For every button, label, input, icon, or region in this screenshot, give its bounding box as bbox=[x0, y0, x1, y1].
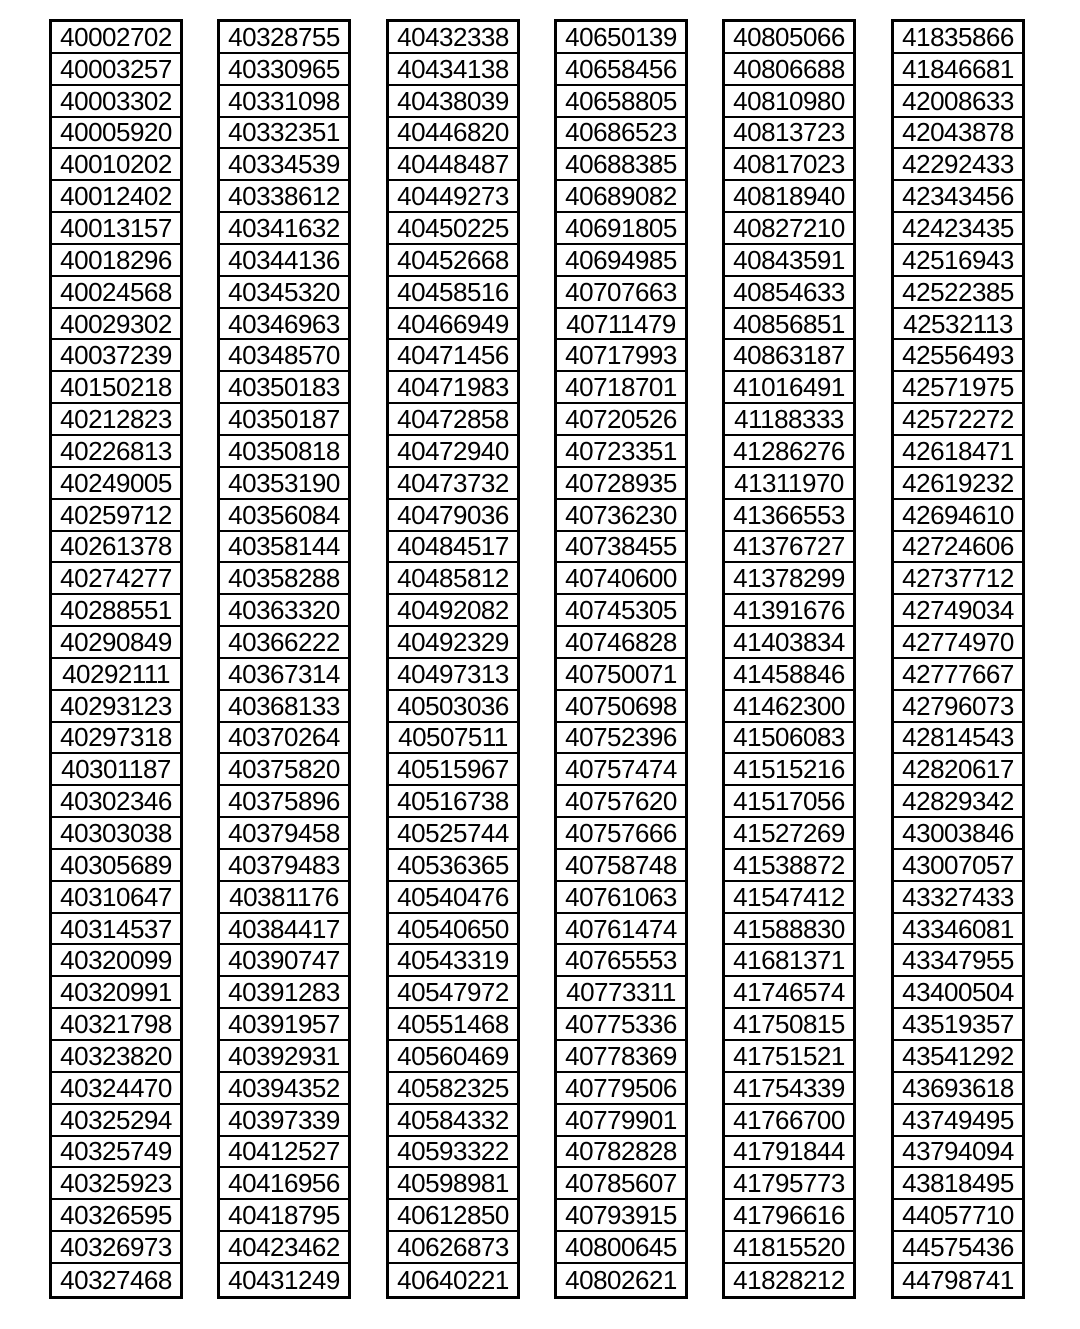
number-cell: 40326595 bbox=[52, 1200, 180, 1232]
number-cell: 40330965 bbox=[220, 54, 348, 86]
number-cell: 40431249 bbox=[228, 1264, 340, 1295]
number-cell: 40326973 bbox=[52, 1232, 180, 1264]
number-cell: 40293123 bbox=[52, 691, 180, 723]
number-cell: 40259712 bbox=[52, 500, 180, 532]
number-cell: 43818495 bbox=[894, 1168, 1022, 1200]
number-cell: 41378299 bbox=[725, 563, 853, 595]
number-cell: 40379458 bbox=[220, 818, 348, 850]
number-cell: 40689082 bbox=[557, 181, 685, 213]
number-cell: 40416956 bbox=[220, 1168, 348, 1200]
number-cell: 40249005 bbox=[52, 468, 180, 500]
number-cell: 40492082 bbox=[389, 595, 517, 627]
number-cell: 40723351 bbox=[557, 436, 685, 468]
number-cell: 40612850 bbox=[389, 1200, 517, 1232]
number-cell: 40344136 bbox=[220, 245, 348, 277]
number-cell: 40497313 bbox=[389, 659, 517, 691]
number-cell: 40543319 bbox=[389, 945, 517, 977]
number-cell: 40348570 bbox=[220, 340, 348, 372]
number-cell: 41403834 bbox=[725, 627, 853, 659]
number-cell: 42724606 bbox=[894, 532, 1022, 564]
number-cell: 41458846 bbox=[725, 659, 853, 691]
number-cell: 42343456 bbox=[894, 181, 1022, 213]
number-cell: 40434138 bbox=[389, 54, 517, 86]
number-cell: 40720526 bbox=[557, 404, 685, 436]
number-cell: 40391957 bbox=[220, 1009, 348, 1041]
number-cell: 41766700 bbox=[725, 1105, 853, 1137]
number-cell: 40366222 bbox=[220, 627, 348, 659]
number-cell: 40818940 bbox=[725, 181, 853, 213]
number-cell: 43541292 bbox=[894, 1041, 1022, 1073]
number-cell: 40301187 bbox=[52, 754, 180, 786]
number-cell: 40338612 bbox=[220, 181, 348, 213]
number-cell: 40525744 bbox=[389, 818, 517, 850]
number-column bbox=[49, 19, 183, 1299]
number-cell: 43794094 bbox=[894, 1137, 1022, 1169]
number-cell: 40350187 bbox=[220, 404, 348, 436]
number-cell: 40310647 bbox=[52, 882, 180, 914]
number-column bbox=[386, 19, 520, 1299]
number-column bbox=[217, 19, 351, 1299]
number-cell: 40484517 bbox=[389, 532, 517, 564]
number-cell: 42522385 bbox=[894, 277, 1022, 309]
number-cell: 40813723 bbox=[725, 118, 853, 150]
number-cell: 41366553 bbox=[725, 500, 853, 532]
number-cell: 40449273 bbox=[389, 181, 517, 213]
number-cell: 40473732 bbox=[389, 468, 517, 500]
number-cell: 40472858 bbox=[389, 404, 517, 436]
number-cell: 40466949 bbox=[389, 309, 517, 341]
number-cell: 40598981 bbox=[389, 1168, 517, 1200]
number-cell: 40810980 bbox=[725, 86, 853, 118]
number-cell: 40458516 bbox=[389, 277, 517, 309]
number-cell: 41547412 bbox=[725, 882, 853, 914]
number-cell: 40793915 bbox=[557, 1200, 685, 1232]
number-cell: 43400504 bbox=[894, 977, 1022, 1009]
number-cell: 40718701 bbox=[557, 372, 685, 404]
number-cell: 42814543 bbox=[894, 723, 1022, 755]
number-cell: 41515216 bbox=[725, 754, 853, 786]
number-cell: 40412527 bbox=[220, 1137, 348, 1169]
number-cell: 43346081 bbox=[894, 914, 1022, 946]
number-cell: 40324470 bbox=[52, 1073, 180, 1105]
number-cell: 40856851 bbox=[725, 309, 853, 341]
number-cell: 44575436 bbox=[894, 1232, 1022, 1264]
number-cell: 40305689 bbox=[52, 850, 180, 882]
number-cell: 40002702 bbox=[52, 22, 180, 54]
number-cell: 40540650 bbox=[389, 914, 517, 946]
number-cell: 40303038 bbox=[52, 818, 180, 850]
number-cell: 40650139 bbox=[557, 22, 685, 54]
number-cell: 40423462 bbox=[220, 1232, 348, 1264]
number-cell: 40353190 bbox=[220, 468, 348, 500]
number-cell: 40024568 bbox=[52, 277, 180, 309]
number-cell: 40323820 bbox=[52, 1041, 180, 1073]
number-cell: 40288551 bbox=[52, 595, 180, 627]
number-column bbox=[554, 19, 688, 1299]
number-cell: 40779901 bbox=[557, 1105, 685, 1137]
number-cell: 40640221 bbox=[397, 1264, 509, 1295]
number-cell: 42516943 bbox=[894, 245, 1022, 277]
number-cell: 40800645 bbox=[557, 1232, 685, 1264]
number-cell: 40711479 bbox=[557, 309, 685, 341]
number-cell: 40593322 bbox=[389, 1137, 517, 1169]
number-cell: 40757620 bbox=[557, 786, 685, 818]
number-cell: 40274277 bbox=[52, 563, 180, 595]
number-cell: 40471456 bbox=[389, 340, 517, 372]
number-cell: 40314537 bbox=[52, 914, 180, 946]
number-cell: 40560469 bbox=[389, 1041, 517, 1073]
number-cell: 41517056 bbox=[725, 786, 853, 818]
number-cell: 42619232 bbox=[894, 468, 1022, 500]
number-cell: 41391676 bbox=[725, 595, 853, 627]
number-cell: 40584332 bbox=[389, 1105, 517, 1137]
number-cell: 40370264 bbox=[220, 723, 348, 755]
number-cell: 40782828 bbox=[557, 1137, 685, 1169]
number-cell: 40536365 bbox=[389, 850, 517, 882]
number-cell: 40551468 bbox=[389, 1009, 517, 1041]
number-cell: 41588830 bbox=[725, 914, 853, 946]
number-cell: 42008633 bbox=[894, 86, 1022, 118]
number-cell: 43327433 bbox=[894, 882, 1022, 914]
number-cell: 41751521 bbox=[725, 1041, 853, 1073]
number-cell: 40805066 bbox=[725, 22, 853, 54]
number-cell: 40325749 bbox=[52, 1137, 180, 1169]
number-cell: 41462300 bbox=[725, 691, 853, 723]
number-cell: 41746574 bbox=[725, 977, 853, 1009]
number-cell: 40332351 bbox=[220, 118, 348, 150]
number-cell: 40005920 bbox=[52, 118, 180, 150]
number-cell: 40757666 bbox=[557, 818, 685, 850]
number-cell: 40013157 bbox=[52, 213, 180, 245]
number-cell: 40471983 bbox=[389, 372, 517, 404]
number-cell: 40775336 bbox=[557, 1009, 685, 1041]
number-cell: 42829342 bbox=[894, 786, 1022, 818]
number-cell: 40827210 bbox=[725, 213, 853, 245]
number-cell: 40367314 bbox=[220, 659, 348, 691]
number-cell: 40325294 bbox=[52, 1105, 180, 1137]
number-cell: 40773311 bbox=[557, 977, 685, 1009]
number-cell: 40658456 bbox=[557, 54, 685, 86]
number-cell: 40320991 bbox=[52, 977, 180, 1009]
number-cell: 41188333 bbox=[725, 404, 853, 436]
number-cell: 40356084 bbox=[220, 500, 348, 532]
number-cell: 42423435 bbox=[894, 213, 1022, 245]
number-cell: 40707663 bbox=[557, 277, 685, 309]
number-cell: 40290849 bbox=[52, 627, 180, 659]
number-cell: 40391283 bbox=[220, 977, 348, 1009]
number-cell: 41016491 bbox=[725, 372, 853, 404]
number-cell: 40328755 bbox=[220, 22, 348, 54]
number-cell: 42043878 bbox=[894, 118, 1022, 150]
number-cell: 41796616 bbox=[725, 1200, 853, 1232]
number-cell: 40750698 bbox=[557, 691, 685, 723]
number-cell: 40843591 bbox=[725, 245, 853, 277]
number-cell: 41376727 bbox=[725, 532, 853, 564]
number-cell: 40379483 bbox=[220, 850, 348, 882]
number-cell: 40515967 bbox=[389, 754, 517, 786]
number-cell: 40341632 bbox=[220, 213, 348, 245]
number-cell: 42774970 bbox=[894, 627, 1022, 659]
number-cell: 43007057 bbox=[894, 850, 1022, 882]
number-cell: 42571975 bbox=[894, 372, 1022, 404]
number-cell: 41750815 bbox=[725, 1009, 853, 1041]
number-cell: 40010202 bbox=[52, 149, 180, 181]
number-cell: 40226813 bbox=[52, 436, 180, 468]
number-cell: 41506083 bbox=[725, 723, 853, 755]
number-cell: 40450225 bbox=[389, 213, 517, 245]
number-cell: 40012402 bbox=[52, 181, 180, 213]
number-cell: 40750071 bbox=[557, 659, 685, 691]
number-cell: 40381176 bbox=[220, 882, 348, 914]
number-cell: 40717993 bbox=[557, 340, 685, 372]
number-cell: 40740600 bbox=[557, 563, 685, 595]
number-cell: 40779506 bbox=[557, 1073, 685, 1105]
number-cell: 40765553 bbox=[557, 945, 685, 977]
number-cell: 40472940 bbox=[389, 436, 517, 468]
number-cell: 41538872 bbox=[725, 850, 853, 882]
number-cell: 40485812 bbox=[389, 563, 517, 595]
number-cell: 42749034 bbox=[894, 595, 1022, 627]
number-cell: 41846681 bbox=[894, 54, 1022, 86]
number-cell: 40346963 bbox=[220, 309, 348, 341]
number-cell: 40448487 bbox=[389, 149, 517, 181]
number-cell: 42572272 bbox=[894, 404, 1022, 436]
number-cell: 40757474 bbox=[557, 754, 685, 786]
number-cell: 41828212 bbox=[733, 1264, 845, 1295]
number-cell: 41527269 bbox=[725, 818, 853, 850]
number-cell: 40479036 bbox=[389, 500, 517, 532]
number-cell: 40384417 bbox=[220, 914, 348, 946]
number-cell: 40432338 bbox=[389, 22, 517, 54]
number-cell: 43749495 bbox=[894, 1105, 1022, 1137]
number-cell: 41286276 bbox=[725, 436, 853, 468]
number-cell: 40785607 bbox=[557, 1168, 685, 1200]
number-cell: 41311970 bbox=[725, 468, 853, 500]
number-cell: 40738455 bbox=[557, 532, 685, 564]
number-cell: 40418795 bbox=[220, 1200, 348, 1232]
number-cell: 40327468 bbox=[60, 1264, 172, 1295]
number-cell: 40761063 bbox=[557, 882, 685, 914]
number-cell: 40397339 bbox=[220, 1105, 348, 1137]
number-cell: 40320099 bbox=[52, 945, 180, 977]
number-cell: 40037239 bbox=[52, 340, 180, 372]
number-cell: 40390747 bbox=[220, 945, 348, 977]
number-cell: 40446820 bbox=[389, 118, 517, 150]
number-cell: 40758748 bbox=[557, 850, 685, 882]
number-cell: 40438039 bbox=[389, 86, 517, 118]
number-cell: 40863187 bbox=[725, 340, 853, 372]
number-cell: 40452668 bbox=[389, 245, 517, 277]
number-cell: 40658805 bbox=[557, 86, 685, 118]
number-cell: 41754339 bbox=[725, 1073, 853, 1105]
number-cell: 40350183 bbox=[220, 372, 348, 404]
number-cell: 41791844 bbox=[725, 1137, 853, 1169]
number-cell: 40261378 bbox=[52, 532, 180, 564]
number-cell: 40688385 bbox=[557, 149, 685, 181]
number-cell: 40212823 bbox=[52, 404, 180, 436]
number-cell: 40778369 bbox=[557, 1041, 685, 1073]
number-cell: 40691805 bbox=[557, 213, 685, 245]
number-cell: 43347955 bbox=[894, 945, 1022, 977]
number-cell: 40363320 bbox=[220, 595, 348, 627]
number-cell: 40302346 bbox=[52, 786, 180, 818]
number-cell: 42532113 bbox=[894, 309, 1022, 341]
number-cell: 40761474 bbox=[557, 914, 685, 946]
number-cell: 40745305 bbox=[557, 595, 685, 627]
number-cell: 40728935 bbox=[557, 468, 685, 500]
number-cell: 41835866 bbox=[894, 22, 1022, 54]
number-cell: 42777667 bbox=[894, 659, 1022, 691]
number-cell: 40358288 bbox=[220, 563, 348, 595]
number-cell: 40321798 bbox=[52, 1009, 180, 1041]
number-cell: 40802621 bbox=[565, 1264, 677, 1295]
number-cell: 40582325 bbox=[389, 1073, 517, 1105]
number-cell: 43693618 bbox=[894, 1073, 1022, 1105]
number-cell: 42820617 bbox=[894, 754, 1022, 786]
number-cell: 42694610 bbox=[894, 500, 1022, 532]
number-cell: 40540476 bbox=[389, 882, 517, 914]
number-cell: 40817023 bbox=[725, 149, 853, 181]
number-cell: 40003302 bbox=[52, 86, 180, 118]
number-cell: 40150218 bbox=[52, 372, 180, 404]
number-cell: 42737712 bbox=[894, 563, 1022, 595]
number-cell: 41815520 bbox=[725, 1232, 853, 1264]
number-cell: 40516738 bbox=[389, 786, 517, 818]
number-cell: 42796073 bbox=[894, 691, 1022, 723]
number-cell: 40626873 bbox=[389, 1232, 517, 1264]
number-cell: 40507511 bbox=[389, 723, 517, 755]
number-cell: 40694985 bbox=[557, 245, 685, 277]
number-cell: 40547972 bbox=[389, 977, 517, 1009]
number-cell: 42618471 bbox=[894, 436, 1022, 468]
number-cell: 41681371 bbox=[725, 945, 853, 977]
number-cell: 40854633 bbox=[725, 277, 853, 309]
number-cell: 40331098 bbox=[220, 86, 348, 118]
number-column bbox=[722, 19, 856, 1299]
number-cell: 40736230 bbox=[557, 500, 685, 532]
number-cell: 40325923 bbox=[52, 1168, 180, 1200]
number-cell: 40375820 bbox=[220, 754, 348, 786]
number-cell: 40746828 bbox=[557, 627, 685, 659]
number-cell: 40492329 bbox=[389, 627, 517, 659]
number-cell: 43519357 bbox=[894, 1009, 1022, 1041]
number-cell: 40345320 bbox=[220, 277, 348, 309]
number-cell: 41795773 bbox=[725, 1168, 853, 1200]
number-cell: 43003846 bbox=[894, 818, 1022, 850]
number-cell: 40350818 bbox=[220, 436, 348, 468]
number-cell: 40686523 bbox=[557, 118, 685, 150]
number-cell: 40297318 bbox=[52, 723, 180, 755]
number-cell: 44798741 bbox=[902, 1264, 1014, 1295]
number-column bbox=[891, 19, 1025, 1299]
number-cell: 40358144 bbox=[220, 532, 348, 564]
number-cell: 44057710 bbox=[894, 1200, 1022, 1232]
number-cell: 40806688 bbox=[725, 54, 853, 86]
number-cell: 40392931 bbox=[220, 1041, 348, 1073]
number-cell: 40292111 bbox=[52, 659, 180, 691]
number-cell: 40368133 bbox=[220, 691, 348, 723]
number-cell: 40752396 bbox=[557, 723, 685, 755]
number-cell: 42292433 bbox=[894, 149, 1022, 181]
number-cell: 40375896 bbox=[220, 786, 348, 818]
number-cell: 40018296 bbox=[52, 245, 180, 277]
number-cell: 40029302 bbox=[52, 309, 180, 341]
number-cell: 40334539 bbox=[220, 149, 348, 181]
number-cell: 40394352 bbox=[220, 1073, 348, 1105]
number-cell: 40503036 bbox=[389, 691, 517, 723]
number-cell: 42556493 bbox=[894, 340, 1022, 372]
number-cell: 40003257 bbox=[52, 54, 180, 86]
